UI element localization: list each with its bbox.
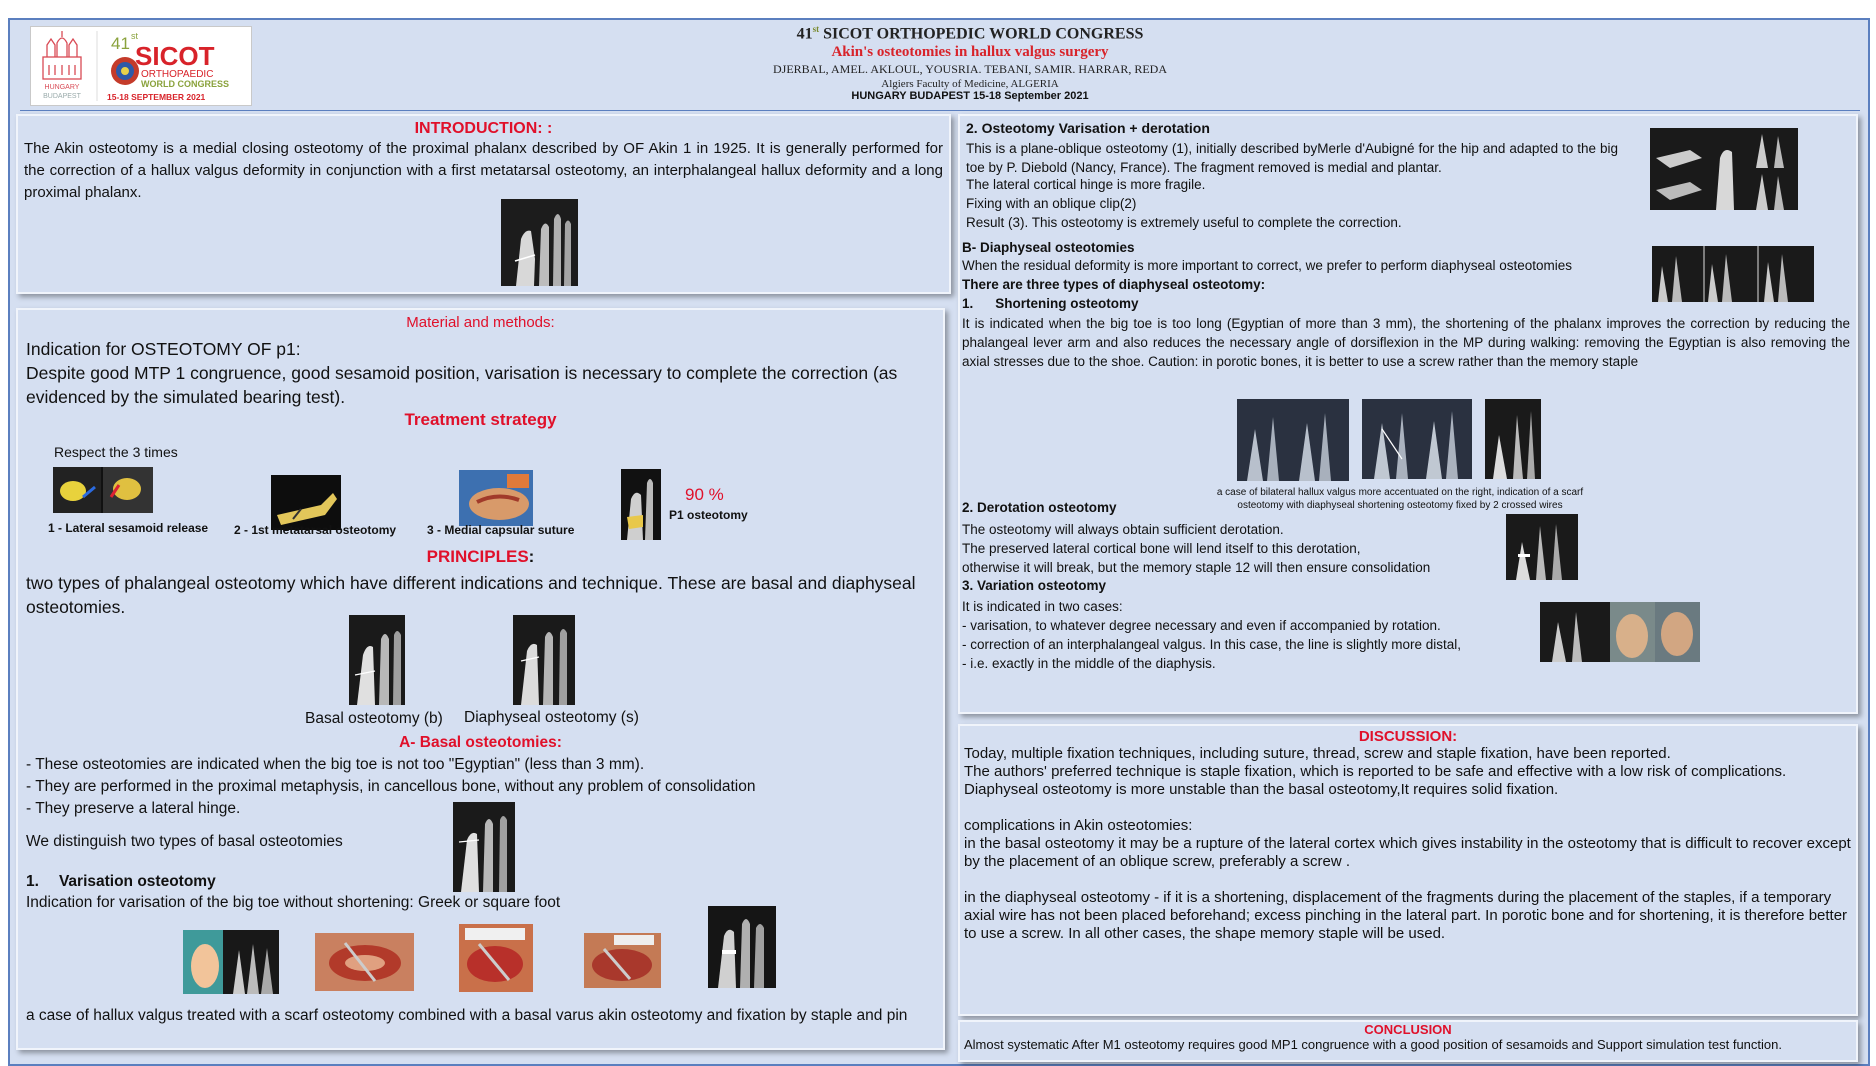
basal-point-2: - They are performed in the proximal metaphysis, in cancellous bone, without any problem of consolidation: [26, 778, 756, 795]
diaphyseal-caption: Diaphyseal osteotomy (s): [464, 709, 639, 726]
case-description: a case of hallux valgus treated with a scarf osteotomy combined with a basal varus akin osteotomy and fixation by staple and pin: [26, 1007, 908, 1024]
variation-title: 3. Variation osteotomy: [962, 578, 1107, 593]
basal-point-1: - These osteotomies are indicated when the big toe is not too "Egyptian" (less than 3 mm).: [26, 756, 645, 773]
surgery-photo-2: [459, 924, 533, 992]
svg-text:BUDAPEST: BUDAPEST: [43, 93, 81, 100]
metatarsal-osteotomy-image: [271, 475, 341, 530]
toe-xray-image: [501, 199, 578, 286]
discussion-body: [960, 745, 1856, 943]
discussion-p1: Today, multiple fixation techniques, including suture, thread, screw and staple fixation, have been reported.: [964, 745, 1671, 762]
derotation-line-2: The preserved lateral cortical bone will lend itself to this derotation,: [962, 541, 1361, 556]
introduction-panel: [16, 114, 951, 294]
distinguish-text: We distinguish two types of basal osteotomies: [26, 833, 343, 850]
conclusion-title: CONCLUSION: [1364, 1022, 1452, 1037]
success-percent: 90 %: [685, 485, 724, 504]
step-2-label: 2 - 1st metatarsal osteotomy: [234, 523, 397, 537]
discussion-p5: in the basal osteotomy it may be a rupture of the lateral cortex which gives instability in the osteotomy that is difficult to recover except by the placement of an oblique screw, preferably a screw .: [964, 835, 1851, 870]
surgery-photo-3: [584, 933, 661, 988]
discussion-p2: The authors' preferred technique is staple fixation, which is reported to be safe and effective with a low risk of complications.: [964, 763, 1787, 780]
congress-title: 41st SICOT ORTHOPEDIC WORLD CONGRESS: [796, 24, 1144, 43]
basal-osteotomies-title: A- Basal osteotomies:: [399, 734, 562, 751]
introduction-title: INTRODUCTION: :: [414, 120, 553, 137]
variation-lines: [962, 597, 1522, 673]
diaphyseal-panel: [958, 114, 1858, 714]
basal-osteotomy-xray: [349, 615, 405, 705]
discussion-p4: complications in Akin osteotomies:: [964, 817, 1193, 834]
indication-text: Despite good MTP 1 congruence, good sesamoid position, varisation is necessary to complete the correction (as evidenced by the simulated bearing test).: [26, 363, 898, 407]
variation-line-1: It is indicated in two cases:: [962, 599, 1123, 614]
sesamoid-release-image: [53, 467, 153, 513]
surgery-photo-1: [315, 933, 414, 991]
methods-title: Material and methods:: [406, 314, 555, 331]
derotation-xray-set: [1650, 128, 1798, 210]
svg-text:WORLD CONGRESS: WORLD CONGRESS: [141, 79, 230, 89]
bilateral-caption: a case of bilateral hallux valgus more accentuated on the right, indication of a scarf osteotomy with diaphyseal shortening osteotomy fixed by 2 crossed wires: [1216, 487, 1584, 511]
svg-text:15-18 SEPTEMBER 2021: 15-18 SEPTEMBER 2021: [107, 92, 206, 102]
discussion-panel: [958, 724, 1858, 1016]
derotation-title: 2. Derotation osteotomy: [962, 500, 1117, 515]
header-text: [520, 24, 1420, 102]
principles-text: two types of phalangeal osteotomy which have different indications and technique. These are basal and diaphyseal osteotomies.: [26, 573, 916, 617]
introduction-text: The Akin osteotomy is a medial closing osteotomy of the proximal phalanx described by OF Akin 1 in 1925. It is generally performed for the correction of a hallux valgus deformity in conjunction with a first metatarsal osteotomy, an interphalangeal hallux deformity and a long proximal phalanx.: [24, 140, 943, 201]
result-note: Result (3). This osteotomy is extremely useful to complete the correction.: [966, 215, 1402, 230]
faculty: Algiers Faculty of Medicine, ALGERIA: [881, 78, 1059, 91]
p1-osteotomy-label: P1 osteotomy: [669, 508, 748, 522]
authors: DJERBAL, AMEL. AKLOUL, YOUSRIA. TEBANI, SAMIR. HARRAR, REDA: [772, 62, 1168, 77]
diaphyseal-intro: When the residual deformity is more important to correct, we prefer to perform diaphyseal osteotomies: [962, 258, 1573, 273]
p1-osteotomy-image: [621, 469, 661, 540]
shortening-heading: 1. Shortening osteotomy: [962, 296, 1139, 311]
svg-text:41: 41: [111, 34, 130, 53]
derotation-line-1: The osteotomy will always obtain sufficient derotation.: [962, 522, 1284, 537]
diaphyseal-xray-set: [1652, 246, 1814, 302]
shortening-xray: [1485, 399, 1541, 479]
principles-title: PRINCIPLES:: [426, 547, 535, 566]
varisation-derotation-text: This is a plane-oblique osteotomy (1), initially described byMerle d'Aubigné for the hip and adapted to the big toe by P. Diebold (Nancy, France). The fragment removed is medial and plantar.: [966, 141, 1618, 175]
variation-images: [1540, 602, 1700, 662]
derotation-lines: [962, 520, 1502, 577]
congress-logo: [30, 26, 252, 106]
basal-point-3: - They preserve a lateral hinge.: [26, 800, 241, 817]
bilateral-xray-1: [1237, 399, 1349, 481]
poster: [8, 18, 1870, 1066]
step-1-label: 1 - Lateral sesamoid release: [48, 521, 209, 535]
foot-photo-xray: [183, 930, 279, 994]
variation-line-3: - correction of an interphalangeal valgus. In this case, the line is slightly more distal,: [962, 637, 1462, 652]
diaphyseal-osteotomy-xray: [513, 615, 575, 705]
variation-line-4: - i.e. exactly in the middle of the diaphysis.: [962, 656, 1216, 671]
variation-line-2: - varisation, to whatever degree necessary and even if accompanied by rotation.: [962, 618, 1441, 633]
indication-heading: Indication for OSTEOTOMY OF p1:: [26, 339, 301, 359]
varisation-derotation-title: 2. Osteotomy Varisation + derotation: [966, 120, 1210, 136]
basal-caption: Basal osteotomy (b): [305, 710, 443, 727]
svg-text:ORTHOPAEDIC: ORTHOPAEDIC: [141, 69, 214, 80]
conclusion-text: Almost systematic After M1 osteotomy requires good MP1 congruence with a good position of sesamoids and Support simulation test function.: [964, 1037, 1782, 1052]
conclusion-panel: [958, 1020, 1858, 1062]
poster-header: [20, 22, 1860, 108]
bilateral-xray-2: [1362, 399, 1472, 479]
poster-subtitle: Akin's osteotomies in hallux valgus surgery: [831, 44, 1109, 61]
treatment-strategy-title: Treatment strategy: [404, 410, 557, 429]
budapest-parliament-icon: [31, 27, 251, 105]
derotation-line-3: otherwise it will break, but the memory staple 12 will then ensure consolidation: [962, 560, 1431, 575]
varisation-text: Indication for varisation of the big toe without shortening: Greek or square foot: [26, 894, 561, 911]
discussion-title: DISCUSSION:: [1358, 728, 1458, 745]
discussion-p3: Diaphyseal osteotomy is more unstable than the basal osteotomy,It requires solid fixation.: [964, 781, 1559, 798]
postop-xray: [708, 906, 776, 988]
hinge-note: The lateral cortical hinge is more fragile.: [966, 177, 1206, 192]
shortening-text: It is indicated when the big toe is too long (Egyptian of more than 3 mm), the shortening of the phalanx improves the correction by reducing the phalangeal lever arm and also reduces the necessary angle of dorsiflexion in the MP during walking: removing the Egyptian is also removing the axial stresses due to the shoe. Caution: in porotic bones, it is better to use a screw rather than the memory staple: [962, 316, 1850, 369]
respect-label: Respect the 3 times: [54, 444, 178, 460]
svg-text:SICOT: SICOT: [135, 41, 215, 71]
venue: HUNGARY BUDAPEST 15-18 September 2021: [851, 90, 1089, 103]
step-3-label: 3 - Medial capsular suture: [427, 523, 575, 537]
diaphyseal-title: B- Diaphyseal osteotomies: [962, 240, 1135, 255]
diaphyseal-types: There are three types of diaphyseal osteotomy:: [962, 277, 1266, 292]
discussion-p6: in the diaphyseal osteotomy - if it is a shortening, displacement of the fragments during the placement of the staples, if a temporary axial wire has not been placed beforehand; excess pinching in the lateral part. In porotic bone and for shortening, it is therefore better to use a screw. In all other cases, the shape memory staple will be used.: [964, 889, 1848, 942]
svg-text:st: st: [131, 31, 139, 41]
basal-types-xray: [453, 802, 515, 892]
varisation-heading: 1. Varisation osteotomy: [26, 873, 216, 890]
header-divider: [20, 110, 1860, 111]
fixing-note: Fixing with an oblique clip(2): [966, 196, 1137, 211]
svg-text:HUNGARY: HUNGARY: [44, 84, 80, 91]
derotation-xray: [1506, 514, 1578, 580]
capsular-suture-image: [459, 470, 533, 526]
methods-panel: [16, 308, 945, 1050]
